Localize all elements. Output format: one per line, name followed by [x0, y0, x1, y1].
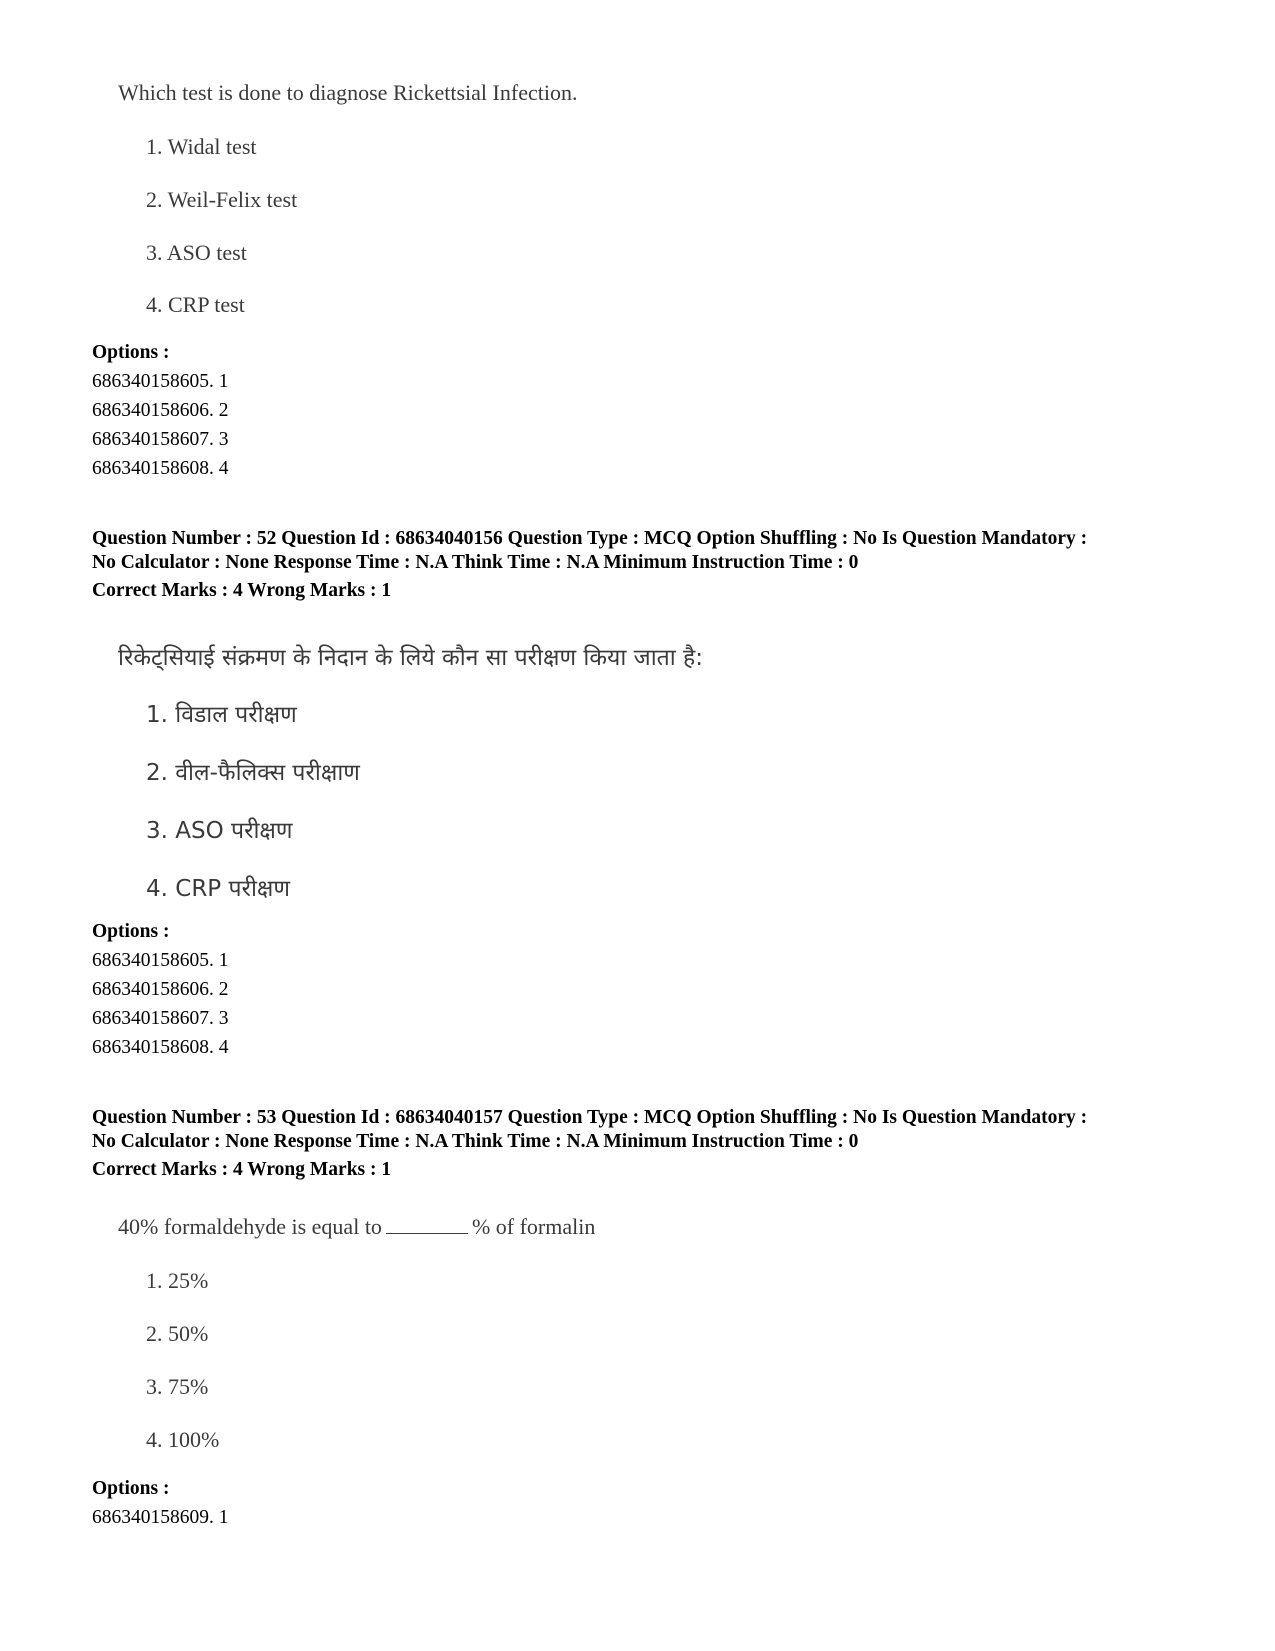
q52-option-4: 686340158608. 4 — [92, 1037, 229, 1058]
q53-choice-1: 1. 25% — [146, 1268, 209, 1293]
q53-stem — [118, 1214, 595, 1240]
q53-options-label: Options : — [92, 1478, 170, 1499]
q51-options-label: Options : — [92, 342, 170, 363]
q53-meta-line-1: Question Number : 53 Question Id : 68634040157 Question Type : MCQ Option Shuffling : No Is Question Mandatory : — [92, 1107, 1088, 1128]
q53-marks: Correct Marks : 4 Wrong Marks : 1 — [92, 1159, 392, 1180]
fill-in-blank — [386, 1215, 468, 1234]
q53-stem-after: % of formalin — [471, 1214, 596, 1239]
q52-choice-4: 4. CRP परीक्षण — [146, 876, 291, 902]
q51-option-3: 686340158607. 3 — [92, 429, 229, 450]
q53-meta-line-2: No Calculator : None Response Time : N.A Think Time : N.A Minimum Instruction Time : 0 — [92, 1131, 859, 1152]
q52-option-1: 686340158605. 1 — [92, 950, 229, 971]
q53-choice-2: 2. 50% — [146, 1321, 209, 1346]
q52-meta-line-2: No Calculator : None Response Time : N.A Think Time : N.A Minimum Instruction Time : 0 — [92, 552, 859, 573]
q51-option-2: 686340158606. 2 — [92, 400, 229, 421]
q52-option-3: 686340158607. 3 — [92, 1008, 229, 1029]
q52-choice-2: 2. वील-फैलिक्स परीक्षाण — [146, 760, 360, 786]
q51-choice-2: 2. Weil-Felix test — [146, 187, 298, 212]
q52-option-2: 686340158606. 2 — [92, 979, 229, 1000]
q53-choice-4: 4. 100% — [146, 1427, 220, 1452]
q52-choice-1: 1. विडाल परीक्षण — [146, 702, 297, 728]
q51-option-1: 686340158605. 1 — [92, 371, 229, 392]
q51-stem: Which test is done to diagnose Rickettsial Infection. — [118, 80, 578, 105]
q52-stem: रिकेट्सियाई संक्रमण के निदान के लिये कौन सा परीक्षण किया जाता है: — [118, 645, 704, 671]
q53-stem-before: 40% formaldehyde is equal to — [118, 1214, 382, 1239]
q51-choice-1: 1. Widal test — [146, 134, 257, 159]
q51-option-4: 686340158608. 4 — [92, 458, 229, 479]
q51-choice-4: 4. CRP test — [146, 292, 245, 317]
q52-options-label: Options : — [92, 921, 170, 942]
q52-marks: Correct Marks : 4 Wrong Marks : 1 — [92, 580, 392, 601]
q52-meta-line-1: Question Number : 52 Question Id : 68634040156 Question Type : MCQ Option Shuffling : No Is Question Mandatory : — [92, 528, 1088, 549]
q51-choice-3: 3. ASO test — [146, 240, 247, 265]
q53-choice-3: 3. 75% — [146, 1374, 209, 1399]
q53-option-1: 686340158609. 1 — [92, 1507, 229, 1528]
q52-choice-3: 3. ASO परीक्षण — [146, 818, 293, 844]
